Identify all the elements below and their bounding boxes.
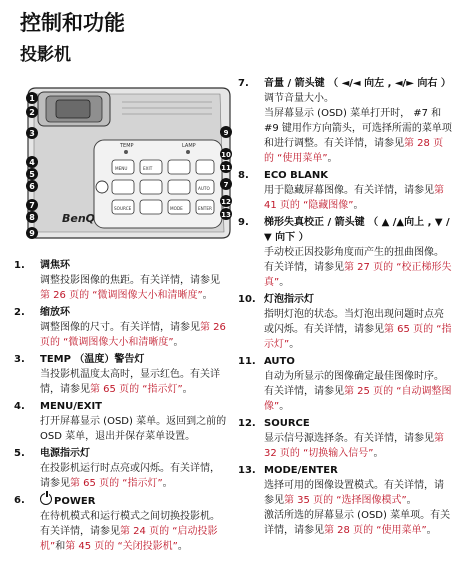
item-tail: 。 [182, 384, 193, 395]
item-number: 3. [14, 354, 25, 365]
item-text: 选择可用的图像设置模式。有关详情，请参见 [264, 480, 444, 506]
item-text: 当屏幕显示 (OSD) 菜单打开时， #7 和 #9 键用作方向箭头，可选择所需的菜单项和进行调整。有关详情，请参见 [264, 108, 452, 149]
page-subtitle: 投影机 [20, 45, 71, 65]
item-text: 手动校正因投影角度而产生的扭曲图像。有关详情，请参见 [264, 247, 444, 273]
item-tail: 。 [289, 339, 300, 350]
enter-label: ENTER [198, 206, 212, 211]
item-text: 在待机模式和运行模式之间切换投影机。有关详情，请参见 [40, 511, 220, 537]
projector-diagram [22, 80, 234, 246]
callout-left-1: 1 [29, 94, 35, 103]
callout-left-9: 9 [29, 229, 35, 238]
item-heading: 缩放环 [40, 307, 70, 318]
item-heading: ECO BLANK [264, 170, 329, 181]
list-item [238, 463, 452, 538]
item-number: 10. [238, 294, 256, 305]
item-text: 调整投影图像的焦距。有关详情，请参见 [40, 275, 220, 286]
page-link[interactable]: 第 28 页的 “使用菜单” [324, 525, 427, 536]
item-mid: 和 [55, 541, 66, 552]
list-item [238, 416, 452, 461]
page-link[interactable]: 第 35 页的 “选择图像模式” [284, 495, 407, 506]
item-heading: TEMP （温度）警告灯 [40, 354, 145, 365]
auto-label: AUTO [198, 186, 210, 191]
callout-right-7: 7 [223, 181, 229, 189]
projector-illustration [22, 80, 234, 246]
brand-logo: BenQ [62, 212, 96, 225]
list-item [14, 399, 228, 444]
source-label: SOURCE [114, 206, 132, 211]
item-text: 在投影机运行时点亮或闪烁。有关详情，请参见 [40, 463, 220, 489]
item-heading: AUTO [264, 356, 295, 367]
item-tail: 。 [426, 525, 437, 536]
temp-label: TEMP [120, 143, 134, 149]
callout-left-6: 6 [29, 182, 35, 191]
item-number: 12. [238, 418, 256, 429]
right-column [238, 76, 452, 540]
item-text: 自动为所显示的图像确定最佳图像时序。有关详情，请参见 [264, 371, 444, 397]
list-item [238, 168, 452, 213]
item-heading: MODE/ENTER [264, 465, 338, 476]
item-number: 9. [238, 217, 249, 228]
page-link[interactable]: 第 65 页的 “指示灯” [90, 384, 183, 395]
item-text: 激活所选的屏幕显示 (OSD) 菜单项。有关详情，请参见 [264, 510, 451, 536]
callout-right-11: 11 [221, 164, 231, 172]
item-heading: 电源指示灯 [40, 448, 90, 459]
callout-left-4: 4 [29, 158, 35, 167]
item-number: 11. [238, 356, 256, 367]
item-number: 1. [14, 260, 25, 271]
list-item [238, 354, 452, 414]
power-icon [40, 493, 52, 505]
page-link[interactable]: 第 32 页的 “切换输入信号” [264, 433, 444, 459]
callout-right-10: 10 [221, 151, 231, 159]
item-heading: 灯泡指示灯 [264, 294, 314, 305]
list-item [14, 258, 228, 303]
item-text: 显示信号源选择条。有关详情，请参见 [264, 433, 434, 444]
list-item [238, 215, 452, 290]
item-tail: 。 [173, 337, 184, 348]
mode-label: MODE [170, 206, 183, 211]
callout-right-13: 13 [221, 211, 231, 219]
page-link[interactable]: 第 45 页的 “关闭投影机” [65, 541, 178, 552]
page-link[interactable]: 第 26 页的 “微调图像大小和清晰度” [40, 290, 203, 301]
item-tail: 。 [202, 290, 213, 301]
page-title: 控制和功能 [20, 11, 125, 35]
page-link[interactable]: 第 27 页的 “校正梯形失真” [264, 262, 452, 288]
page-link[interactable]: 第 26 页的 “微调图像大小和清晰度” [40, 322, 226, 348]
item-text: 当投影机温度太高时，显示红色。有关详情，请参见 [40, 369, 220, 395]
list-item [238, 292, 452, 352]
page-link[interactable]: 第 41 页的 “隐藏图像” [264, 185, 444, 211]
item-number: 4. [14, 401, 25, 412]
item-number: 2. [14, 307, 25, 318]
item-tail: 。 [406, 495, 417, 506]
item-number: 6. [14, 495, 25, 506]
page-link[interactable]: 第 65 页的 “指示灯” [264, 324, 452, 350]
list-item [14, 493, 228, 554]
page-link[interactable]: 第 25 页的 “自动调整图像” [264, 386, 452, 412]
page-link[interactable]: 第 28 页的 “使用菜单” [264, 138, 444, 164]
item-heading: 音量 / 箭头键 （ ◄/◄ 向左 , ◄/► 向右 ） [264, 78, 451, 89]
item-number: 5. [14, 448, 25, 459]
callout-left-8: 8 [29, 213, 35, 222]
item-heading: SOURCE [264, 418, 310, 429]
item-text: 指明灯泡的状态。当灯泡出现问题时点亮或闪烁。有关详情，请参见 [264, 309, 444, 335]
item-number: 8. [238, 170, 249, 181]
callout-left-2: 2 [29, 108, 35, 117]
list-item [14, 446, 228, 491]
item-tail: 。 [327, 153, 338, 164]
lamp-label: LAMP [182, 143, 196, 149]
menu-label: MENU [115, 166, 128, 171]
item-tail: 。 [279, 401, 290, 412]
left-column [14, 258, 228, 556]
page-link[interactable]: 第 24 页的 “启动投影机” [40, 526, 218, 552]
callout-left-7: 7 [29, 201, 35, 210]
item-text: 调节音量大小。 [264, 93, 334, 104]
item-heading: 调焦环 [40, 260, 70, 271]
item-tail: 。 [162, 478, 173, 489]
exit-label: EXIT [143, 166, 153, 171]
item-heading: 梯形失真校正 / 箭头键 （ ▲ /▲向上 , ▼ /▼ 向下 ） [264, 217, 450, 243]
page-link[interactable]: 第 65 页的 “指示灯” [70, 478, 163, 489]
item-tail: 。 [373, 448, 384, 459]
callout-left-5: 5 [29, 170, 35, 179]
list-item [14, 305, 228, 350]
item-heading: MENU/EXIT [40, 401, 103, 412]
item-tail: 。 [279, 277, 290, 288]
item-text: 打开屏幕显示 (OSD) 菜单。返回到之前的 OSD 菜单，退出并保存菜单设置。 [40, 416, 227, 442]
list-item [14, 352, 228, 397]
callout-right-9: 9 [223, 129, 229, 137]
item-tail: 。 [177, 541, 188, 552]
item-number: 7. [238, 78, 249, 89]
item-text: 调整图像的尺寸。有关详情，请参见 [40, 322, 200, 333]
item-heading: POWER [54, 496, 96, 507]
list-item [238, 76, 452, 166]
item-text: 用于隐藏屏幕图像。有关详情，请参见 [264, 185, 434, 196]
callout-left-3: 3 [29, 129, 35, 138]
item-number: 13. [238, 465, 256, 476]
callout-right-12: 12 [221, 198, 231, 206]
item-tail: 。 [353, 200, 364, 211]
